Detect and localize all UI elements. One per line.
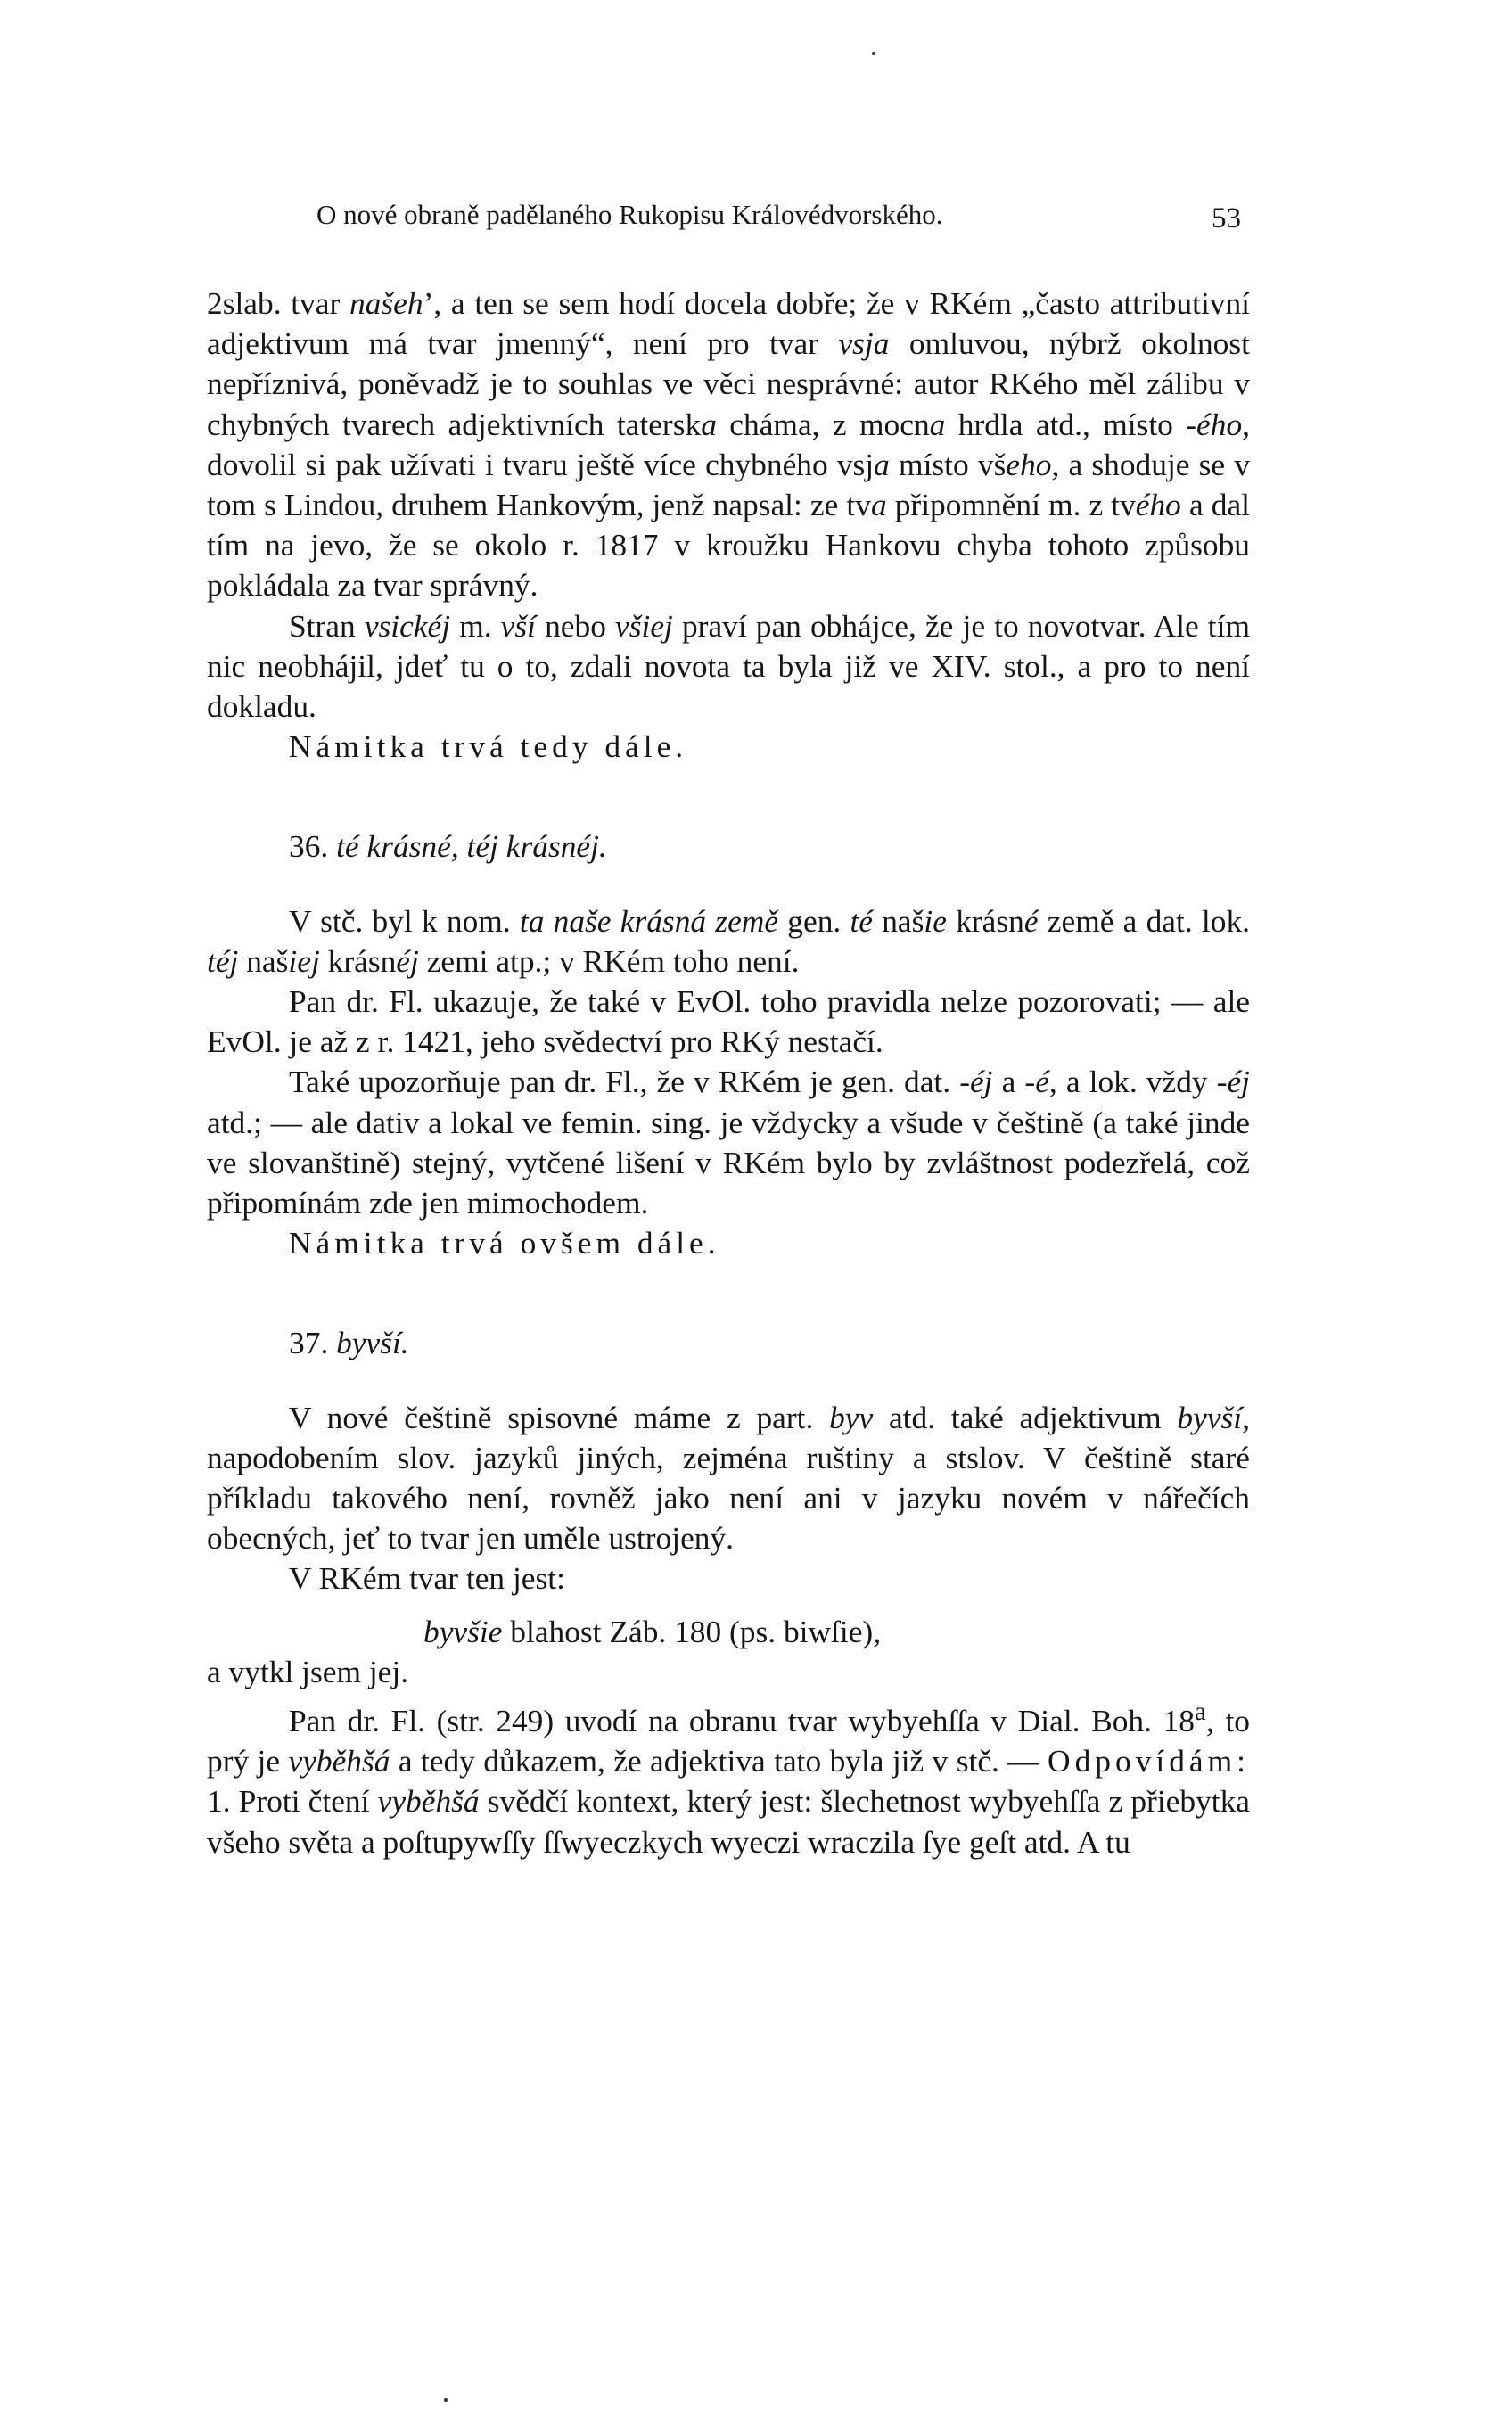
paragraph: 2slab. tvar našeh’, a ten se sem hodí docela dobře; že v RKém „často attributivní adjektivum má tvar jmenný“, není pro tvar vsja omluvou, nýbrž okolnost nepříznivá, poněvadž je to souhlas ve věci nesprávné: autor RKého měl zálibu v chybných tvarech adjektivních taterska chámа, z mocna hrdla atd., místo -ého, dovolil si pak užívati i tvaru ještě více chybného vsja místo všeho, a shoduje se v tom s Lindou, druhem Hankovým, jenž napsal: ze tva připomnění m. z tvého a dal tím na jevo, že se okolo r. 1817 v kroužku Hankovu chyba tohoto způsobu pokládala za tvar správný.: [207, 285, 1251, 604]
objection-verdict: Námitka trvá tedy dále.: [289, 728, 688, 765]
paragraph: a vytkl jsem jej.: [207, 1653, 409, 1689]
paper-speck: [872, 52, 875, 55]
paragraph: V RKém tvar ten jest:: [289, 1560, 565, 1597]
paragraph: V stč. byl k nom. ta naše krásná země gen. té našie krásné země a dat. lok. téj našiej krásnéj zemi atp.; v RKém toho není.: [207, 902, 1250, 979]
section-heading: 37. byvší.: [289, 1325, 409, 1361]
running-title: O nové obraně padělaného Rukopisu Královédvorského.: [316, 199, 943, 230]
paragraph: Stran vsickéj m. vší nebo všiej praví pan obhájce, že je to novotvar. Ale tím nic neobhájil, jdeť tu o to, zdali novota ta byla již ve XIV. stol., a pro to není dokladu.: [207, 607, 1250, 725]
paragraph: V nové češtině spisovné máme z part. byv atd. také adjektivum byvší, napodobením slov. jazyků jiných, zejména ruštiny a stslov. V češtině staré příkladu takového není, rovněž jako není ani v jazyku novém v nářečích obecných, jeť to tvar jen uměle ustrojený.: [207, 1399, 1250, 1557]
running-header: [316, 197, 1253, 233]
section-heading: 36. té krásné, téj krásnéj.: [289, 828, 607, 865]
quotation: byvšie blahost Záb. 180 (ps. biwſie),: [423, 1613, 882, 1649]
objection-verdict: Námitka trvá ovšem dále.: [289, 1225, 720, 1262]
paragraph: Pan dr. Fl. (str. 249) uvodí na obranu tvar wybyehſſa v Dial. Boh. 18$^a$, to prý je vyběhšá a tedy důkazem, že adjektiva tato byla již v stč. — Odpovídám: 1. Proti čtení vyběhšá svědčí kontext, který jest: šlechetnost wybyehſſa z přiebytka všeho světa a poſtupywſſy ſſwyeczkych wyeczi wraczila ſye geſt atd. A tu: [207, 1697, 1250, 1860]
paragraph: Pan dr. Fl. ukazuje, že také v EvOl. toho pravidla nelze pozorovati; — ale EvOl. je až z r. 1421, jeho svědectví pro RKý nestačí.: [207, 983, 1250, 1060]
body-text: [207, 284, 1250, 1862]
page-number: 53: [1212, 202, 1241, 234]
paper-speck: [444, 2398, 448, 2402]
paragraph: Také upozorňuje pan dr. Fl., že v RKém je gen. dat. -éj a -é, a lok. vždy -éj atd.; — ale dativ a lokal ve femin. sing. je vždycky a všude v češtině (a také jinde ve slovanštině) stejný, vytčené lišení v RKém bylo by zvláštnost podezřelá, což připomínám zde jen mimochodem.: [207, 1064, 1251, 1221]
